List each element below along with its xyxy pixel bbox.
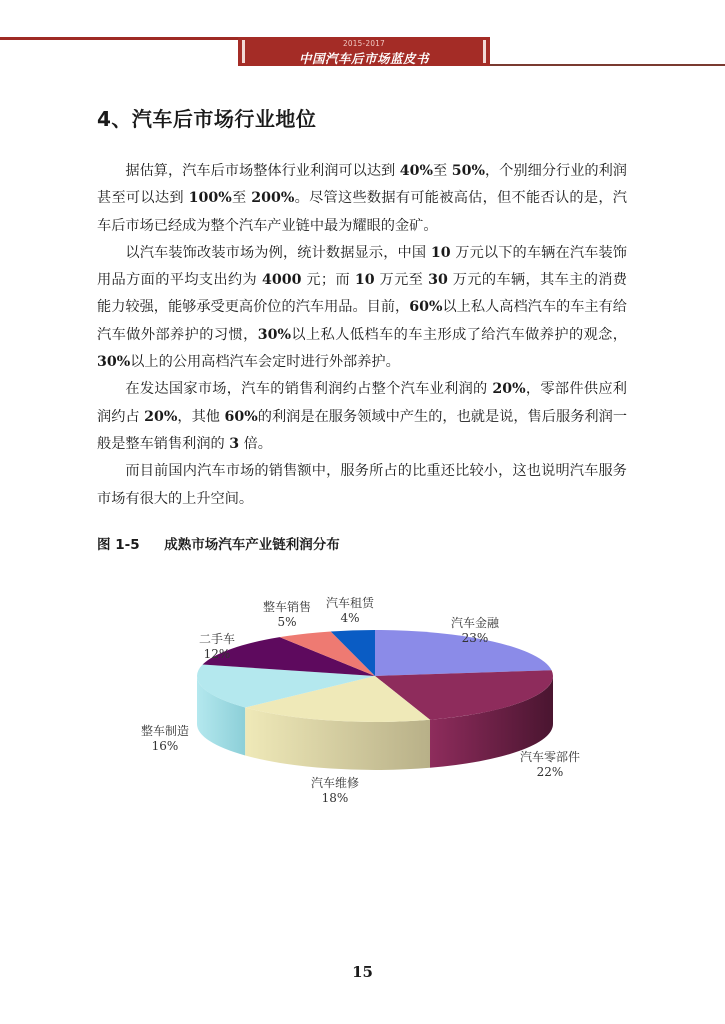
pie-label-value: 23%: [461, 631, 489, 645]
text-run: 。尽管这些数据有可能被高估，但不能否认的是，汽车后市场已经成为整个汽车产业链中最为耀眼的金矿。: [97, 190, 627, 234]
text-run: 以上的公用高档汽车会定时进行外部养护。: [130, 354, 400, 371]
pie-data-label: [520, 750, 580, 780]
text-run: 以汽车装饰改装市场为例，统计数据显示，中国: [125, 244, 431, 261]
header-book-title: 中国汽车后市场蓝皮书: [298, 51, 429, 66]
text-run: 万元的车辆，其车主的消费能力较强，能够承受更高价位的汽车用品。目前，: [97, 272, 627, 316]
figure-caption: [97, 533, 340, 553]
header-banner: [238, 37, 490, 66]
emphasized-figure: 10: [354, 272, 375, 289]
emphasized-figure: 10: [430, 244, 451, 261]
page-number: 15: [352, 963, 373, 981]
pie-label-category: 汽车维修: [310, 776, 360, 790]
emphasized-figure: 30%: [257, 326, 291, 343]
section-title: 4、汽车后市场行业地位: [97, 107, 317, 131]
pie-label-category: 整车销售: [262, 600, 312, 614]
body-text: [97, 158, 627, 513]
pie-data-label: [199, 632, 235, 662]
emphasized-figure: 30%: [97, 354, 131, 371]
text-run: 以上私人高档汽车的车主有给汽车做外部养护的习惯，: [97, 299, 627, 343]
pie-data-label: [263, 600, 311, 630]
text-run: 的利润是在服务领域中产生的，也就是说，售后服务利润一般是整车销售利润的: [97, 408, 628, 452]
paragraph: [97, 458, 627, 513]
text-run: 倍。: [239, 435, 272, 452]
text-run: ，个别细分行业的利润甚至可以达到: [97, 163, 627, 207]
pie-label-category: 二手车: [198, 632, 236, 646]
emphasized-figure: 3: [229, 435, 240, 452]
pie-label-value: 5%: [277, 615, 297, 629]
paragraph: [97, 376, 627, 458]
header-year-range: 2015-2017: [343, 39, 385, 48]
emphasized-figure: 20%: [144, 408, 178, 425]
emphasized-figure: 100%: [188, 190, 232, 207]
pie-label-value: 22%: [536, 765, 564, 779]
text-run: 据估算，汽车后市场整体行业利润可以达到: [125, 163, 400, 179]
emphasized-figure: 50%: [451, 163, 485, 179]
pie-label-value: 16%: [151, 739, 179, 753]
header-rule-left: [0, 37, 240, 40]
pie-label-category: 汽车金融: [450, 616, 500, 630]
pie-label-category: 汽车租赁: [325, 596, 375, 610]
emphasized-figure: 200%: [251, 190, 295, 207]
pie-label-value: 18%: [321, 791, 349, 805]
emphasized-figure: 20%: [492, 381, 526, 398]
text-run: 元；而: [301, 272, 355, 289]
pie-data-label: [311, 776, 359, 806]
text-run: 至: [432, 163, 452, 179]
emphasized-figure: 30: [428, 272, 448, 289]
header-rule-right: [488, 64, 725, 66]
text-run: ，零部件供应利润约占: [97, 381, 627, 425]
text-run: ，其他: [177, 408, 225, 425]
text-run: 至: [231, 190, 252, 207]
text-run: 万元以下的车辆在汽车装饰用品方面的平均支出约为: [97, 244, 627, 289]
figure-title: 成熟市场汽车产业链利润分布: [164, 537, 340, 553]
emphasized-figure: 40%: [399, 163, 433, 179]
pie-label-category: 整车制造: [140, 724, 190, 738]
text-run: 在发达国家市场，汽车的销售利润约占整个汽车业利润的: [125, 381, 493, 398]
pie-chart: [130, 590, 600, 820]
pie-data-label: [451, 616, 499, 646]
paragraph: [97, 240, 627, 376]
text-run: 万元至: [374, 272, 429, 289]
paragraph: [97, 158, 627, 240]
text-run: 以上私人低档车的车主形成了给汽车做养护的观念，: [290, 326, 627, 343]
emphasized-figure: 60%: [224, 408, 258, 425]
figure-number: 图 1-5: [97, 537, 140, 553]
emphasized-figure: 60%: [409, 299, 443, 316]
emphasized-figure: 4000: [261, 272, 302, 289]
text-run: 而目前国内汽车市场的销售额中，服务所占的比重还比较小，这也说明汽车服务市场有很大的上升空间。: [97, 463, 627, 507]
pie-label-value: 12%: [203, 647, 231, 661]
pie-data-label: [141, 724, 189, 754]
pie-label-category: 汽车零部件: [519, 750, 581, 764]
pie-data-label: [326, 596, 374, 626]
pie-label-value: 4%: [340, 611, 360, 625]
